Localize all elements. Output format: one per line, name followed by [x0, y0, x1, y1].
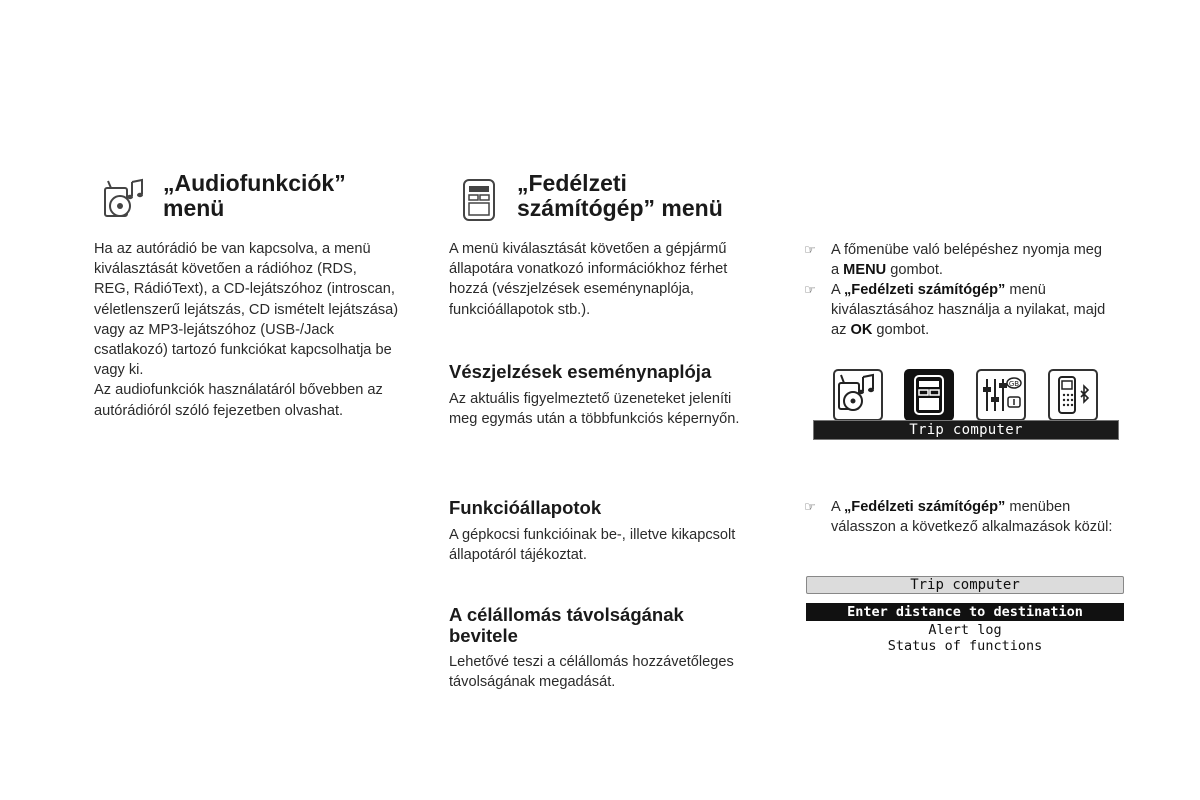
menu-tile-trip-computer	[904, 369, 954, 421]
status-of-functions-heading: Funkcióállapotok	[449, 497, 602, 518]
trip-computer-menu-heading	[517, 171, 723, 221]
menu-name: „Fedélzeti számítógép”	[843, 499, 1006, 515]
instruction-bullet	[804, 497, 1141, 537]
menu-tile-telephone	[1048, 369, 1098, 421]
list-item-enter-distance[interactable]: Enter distance to destination	[806, 603, 1124, 621]
bullet-text: A főmenübe való belépéshez nyomja meg	[831, 242, 1102, 258]
ok-button-name: OK	[850, 322, 873, 339]
destination-distance-heading	[449, 604, 684, 646]
trip-intro-paragraph	[449, 239, 779, 320]
bullet-text: gombot.	[886, 262, 943, 279]
heading-line: A célállomás távolságának	[449, 604, 684, 625]
paragraph-line: REG, RádióText), a CD-lejátszóhoz (introscan,	[94, 281, 395, 298]
bullet-text: menüben	[1005, 499, 1071, 515]
paragraph-line: hozzá (vészjelzések eseménynaplója,	[449, 281, 694, 298]
paragraph-line: autórádióról szóló fejezetben olvashat.	[94, 402, 344, 419]
paragraph-line: állapotáról tájékoztat.	[449, 547, 587, 564]
menu-strip-label: Trip computer	[813, 420, 1119, 440]
paragraph-line: távolságának megadását.	[449, 674, 616, 691]
paragraph-line: A menü kiválasztását követően a gépjármű	[449, 241, 727, 257]
bullet-text: válasszon a következő alkalmazások közül:	[831, 519, 1113, 536]
pointing-hand-icon: ☞	[804, 282, 816, 297]
paragraph-line: meg egymás után a többfunkciós képernyőn.	[449, 411, 740, 428]
list-item-status-of-functions[interactable]: Status of functions	[887, 638, 1043, 654]
menu-name: „Fedélzeti számítógép”	[843, 282, 1006, 298]
trip-computer-icon	[458, 178, 504, 224]
paragraph-line: vagy ki.	[94, 362, 144, 379]
svg-text:GB: GB	[1008, 380, 1020, 388]
paragraph-line: véletlenszerű lejátszás, CD ismételt lejátszása)	[94, 301, 399, 318]
paragraph-line: Az aktuális figyelmeztető üzeneteket jeleníti	[449, 391, 732, 407]
music-cd-radio-icon	[102, 178, 148, 224]
pointing-hand-icon: ☞	[804, 499, 816, 514]
trip-computer-panel-title: Trip computer	[806, 576, 1124, 594]
paragraph-line: Az audiofunkciók használatáról bővebben az	[94, 382, 383, 399]
audio-menu-heading	[163, 171, 346, 221]
bullet-text: kiválasztásához használja a nyilakat, majd	[831, 302, 1106, 319]
audio-heading-line1: „Audiofunkciók”	[163, 170, 346, 196]
instruction-bullet	[804, 240, 1141, 280]
trip-heading-line2: számítógép” menü	[517, 195, 723, 221]
paragraph-line: vagy az MP3-lejátszóhoz (USB-/Jack	[94, 321, 335, 338]
audio-icon	[835, 371, 881, 419]
audio-paragraph	[94, 239, 424, 421]
settings-gb-icon	[978, 371, 1024, 419]
paragraph-line: funkcióállapotok stb.).	[449, 301, 591, 318]
pointing-hand-icon: ☞	[804, 242, 816, 257]
paragraph-line: csatlakozó) tartozó funkciókat kapcsolhatja be	[94, 342, 392, 359]
instruction-bullet	[804, 280, 1141, 341]
paragraph-line: kiválasztását követően a rádióhoz (RDS,	[94, 261, 357, 278]
status-of-functions-paragraph	[449, 525, 779, 565]
bullet-text: gombot.	[872, 322, 930, 339]
bullet-text: A	[831, 282, 844, 298]
trip-heading-line1: „Fedélzeti	[517, 170, 627, 196]
destination-distance-paragraph	[449, 652, 779, 692]
bullet-text: a	[831, 262, 844, 279]
bullet-text: az	[831, 322, 851, 339]
paragraph-line: állapotára vonatkozó információkhoz férhet	[449, 261, 728, 278]
trip-computer-icon	[906, 371, 952, 419]
paragraph-line: Ha az autórádió be van kapcsolva, a menü	[94, 241, 371, 257]
heading-line: bevitele	[449, 625, 518, 646]
menu-tile-audio	[833, 369, 883, 421]
menu-tile-settings	[976, 369, 1026, 421]
menu-button-name: MENU	[843, 262, 887, 279]
list-item-alert-log[interactable]: Alert log	[928, 622, 1002, 638]
paragraph-line: Lehetővé teszi a célállomás hozzávetőleges	[449, 654, 734, 670]
bullet-text: menü	[1005, 282, 1046, 298]
alert-log-heading: Vészjelzések eseménynaplója	[449, 361, 712, 382]
phone-bluetooth-icon	[1050, 371, 1096, 419]
main-menu-display	[830, 369, 1120, 443]
alert-log-paragraph	[449, 389, 779, 429]
paragraph-line: A gépkocsi funkcióinak be-, illetve kikapcsolt	[449, 527, 736, 543]
bullet-text: A	[831, 499, 844, 515]
audio-heading-line2: menü	[163, 195, 225, 221]
